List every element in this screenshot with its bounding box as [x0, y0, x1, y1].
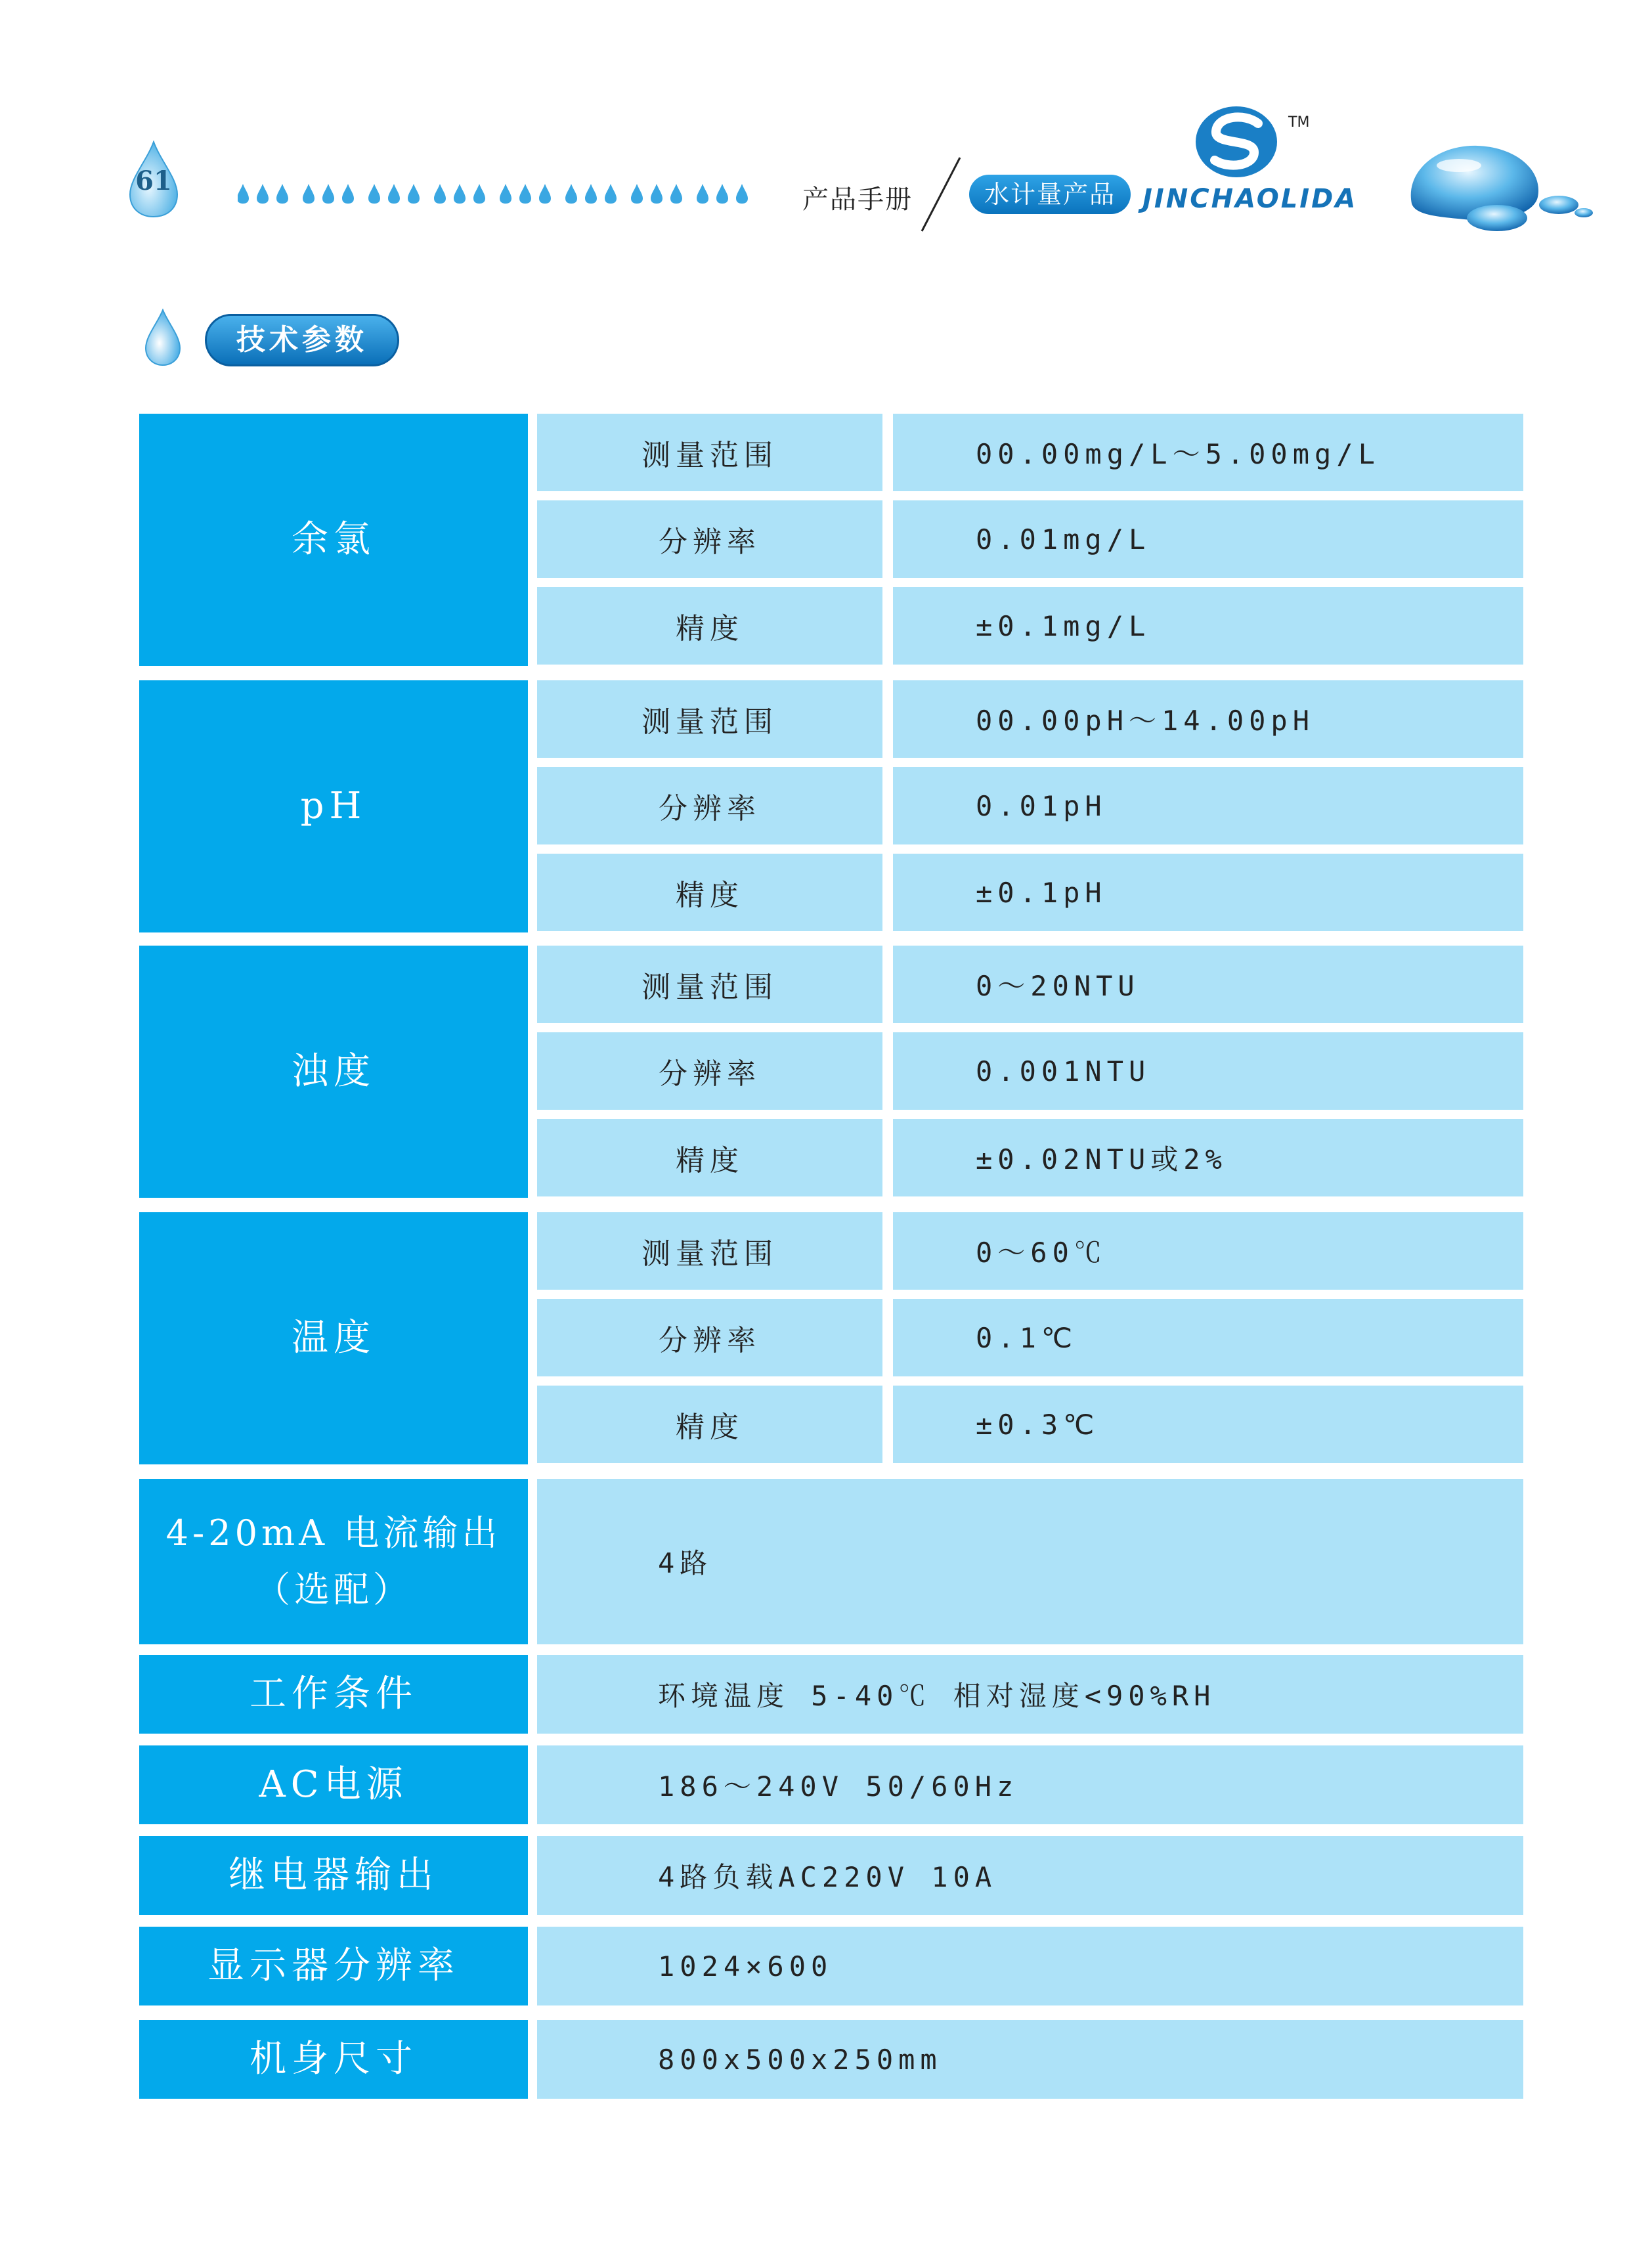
label-cell: 分辨率	[537, 1299, 882, 1376]
page-number: 61	[135, 165, 172, 196]
small-drop-icon	[605, 184, 617, 204]
small-drop-icon	[454, 184, 466, 204]
value-cell: 4路	[537, 1479, 1523, 1644]
label-cell: 分辨率	[537, 767, 882, 844]
small-drop-icon	[368, 184, 380, 204]
value-cell: 环境温度 5-40℃ 相对湿度<90%RH	[537, 1655, 1523, 1734]
water-splash-icon	[1399, 131, 1596, 236]
value-cell: 0～60℃	[893, 1212, 1523, 1290]
small-drop-icon	[539, 184, 551, 204]
category-cell-dimensions: 机身尺寸	[139, 2020, 528, 2099]
small-drop-icon	[434, 184, 446, 204]
value-cell: ±0.1pH	[893, 854, 1523, 931]
small-drop-icon	[519, 184, 531, 204]
category-cell-residual-chlorine: 余氯	[139, 414, 528, 666]
value-cell: ±0.1mg/L	[893, 587, 1523, 665]
small-drop-icon	[238, 184, 249, 204]
value-cell: 186～240V 50/60Hz	[537, 1745, 1523, 1824]
value-cell: 1024×600	[537, 1927, 1523, 2005]
brand-name: JINCHAOLIDA	[1142, 184, 1358, 214]
category-cell-current-output	[139, 1479, 528, 1644]
category-cell-relay-output: 继电器输出	[139, 1836, 528, 1915]
label-cell: 测量范围	[537, 680, 882, 758]
category-cell-working-conditions: 工作条件	[139, 1655, 528, 1734]
decorative-drops-row	[238, 179, 756, 205]
value-cell: ±0.3℃	[893, 1386, 1523, 1463]
small-drop-icon	[585, 184, 597, 204]
value-cell: 00.00mg/L～5.00mg/L	[893, 414, 1523, 491]
label-cell: 精度	[537, 1386, 882, 1463]
value-cell: 0.01pH	[893, 767, 1523, 844]
label-cell: 测量范围	[537, 946, 882, 1023]
manual-label: 产品手册	[802, 185, 913, 215]
value-cell: 0.01mg/L	[893, 500, 1523, 578]
category-cell-temperature: 温度	[139, 1212, 528, 1464]
small-drop-icon	[322, 184, 334, 204]
value-cell: 00.00pH～14.00pH	[893, 680, 1523, 758]
small-drop-icon	[388, 184, 400, 204]
category-cell-ac-power: AC电源	[139, 1745, 528, 1824]
value-cell: 0.001NTU	[893, 1032, 1523, 1110]
label-cell: 精度	[537, 1119, 882, 1196]
small-drop-icon	[473, 184, 485, 204]
value-cell: 800x500x250mm	[537, 2020, 1523, 2099]
small-drop-icon	[736, 184, 748, 204]
label-cell: 精度	[537, 587, 882, 665]
header-divider-slash	[918, 155, 964, 234]
label-cell: 测量范围	[537, 1212, 882, 1290]
small-drop-icon	[303, 184, 315, 204]
category-cell-ph: pH	[139, 680, 528, 932]
current-output-label-line2: （选配）	[255, 1569, 412, 1610]
small-drop-icon	[500, 184, 511, 204]
category-cell-turbidity: 浊度	[139, 946, 528, 1198]
small-drop-icon	[408, 184, 420, 204]
small-drop-icon	[276, 184, 288, 204]
small-drop-icon	[716, 184, 728, 204]
small-drop-icon	[651, 184, 663, 204]
trademark-symbol: TM	[1288, 114, 1310, 131]
label-cell: 分辨率	[537, 500, 882, 578]
label-cell: 精度	[537, 854, 882, 931]
value-cell: ±0.02NTU或2%	[893, 1119, 1523, 1196]
label-cell: 测量范围	[537, 414, 882, 491]
small-drop-icon	[697, 184, 708, 204]
current-output-label-line1: 4-20mA 电流输出	[165, 1512, 502, 1554]
value-cell: 0～20NTU	[893, 946, 1523, 1023]
small-drop-icon	[257, 184, 269, 204]
value-cell: 4路负载AC220V 10A	[537, 1836, 1523, 1915]
small-drop-icon	[631, 184, 643, 204]
small-drop-icon	[342, 184, 354, 204]
section-drop-icon	[144, 309, 181, 366]
value-cell: 0.1℃	[893, 1299, 1523, 1376]
label-cell: 分辨率	[537, 1032, 882, 1110]
small-drop-icon	[670, 184, 682, 204]
category-pill: 水计量产品	[969, 175, 1131, 214]
brand-logo-icon	[1194, 105, 1279, 179]
category-cell-display-resolution: 显示器分辨率	[139, 1927, 528, 2005]
small-drop-icon	[565, 184, 577, 204]
section-title: 技术参数	[205, 314, 399, 366]
